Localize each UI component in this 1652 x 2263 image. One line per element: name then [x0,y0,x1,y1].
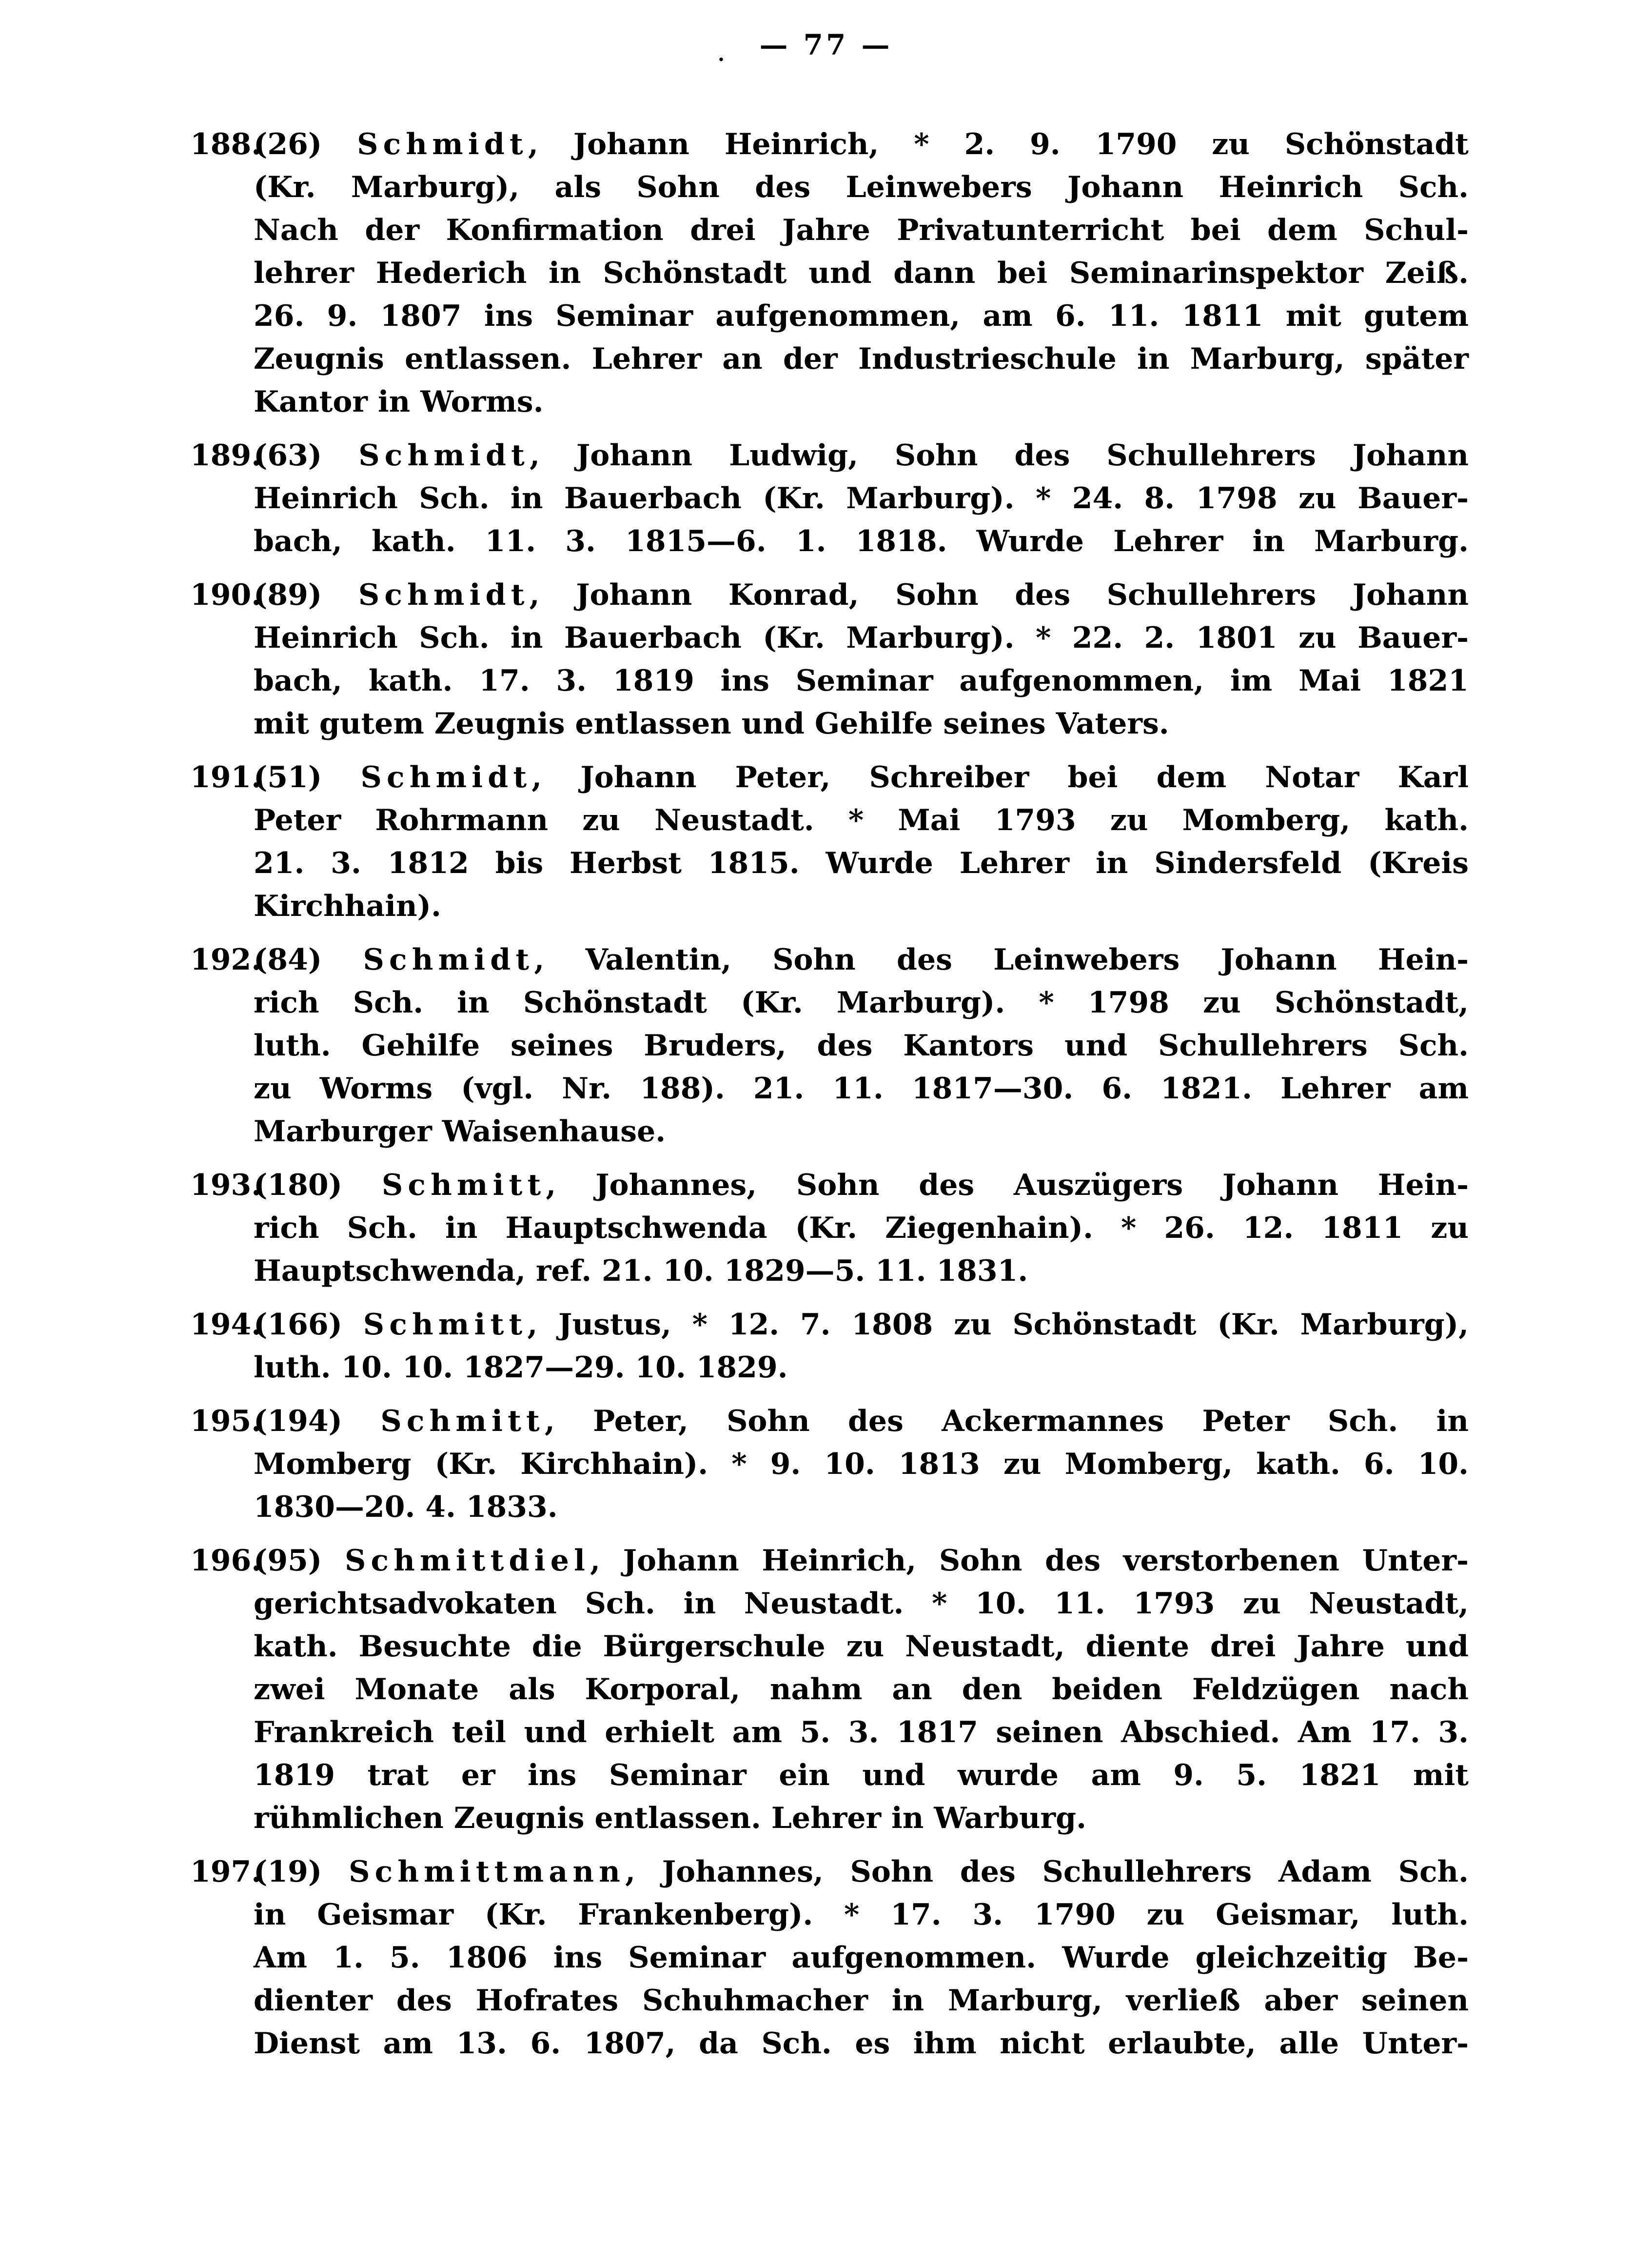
entry-surname: Schmittdiel [344,1544,590,1578]
entry-surname: Schmitt [380,1404,545,1438]
entry-ref-number: (166) [254,1308,343,1342]
register-entry [190,1164,1469,1292]
entry-line: Frankreich teil und erhielt am 5. 3. 1817 seinen Abschied. Am 17. 3. [254,1715,1469,1749]
entry-line: zwei Monate als Korporal, nahm an den beiden Feldzügen nach [254,1672,1469,1707]
entry-first-line [254,123,1469,166]
entry-first-line-rest: , Johann Heinrich, * 2. 9. 1790 zu Schönstadt [528,127,1469,161]
entry-line: luth. 10. 10. 1827—29. 10. 1829. [254,1350,788,1385]
entry-first-line-rest: , Johann Konrad, Sohn des Schullehrers Johann [529,578,1469,612]
entry-surname: Schmidt [358,438,530,473]
entry-ref-number: (19) [254,1855,322,1889]
entry-number: 192. [190,943,262,977]
entry-first-line [254,1850,1469,1893]
entry-number: 197. [190,1855,262,1889]
entry-number: 188. [190,127,262,161]
entry-number: 191. [190,760,262,794]
entry-line: Kantor in Worms. [254,385,544,419]
entry-line: rich Sch. in Schönstadt (Kr. Marburg). * 1798 zu Schönstadt, [254,986,1469,1020]
entry-first-line-rest: , Peter, Sohn des Ackermannes Peter Sch. in [544,1404,1469,1438]
entry-surname: Schmidt [363,943,534,977]
entry-line: Peter Rohrmann zu Neustadt. * Mai 1793 zu Momberg, kath. [254,803,1469,837]
entry-first-line [254,756,1469,799]
entry-ref-number: (89) [254,578,322,612]
entry-number: 189. [190,438,262,473]
entry-ref-number: (194) [254,1404,343,1438]
entry-first-line-rest: , Justus, * 12. 7. 1808 zu Schönstadt (Kr. Marburg), [527,1308,1469,1342]
entry-line: luth. Gehilfe seines Bruders, des Kantors und Schullehrers Sch. [254,1029,1469,1063]
entry-first-line-rest: , Johann Ludwig, Sohn des Schullehrers Johann [530,438,1469,473]
page-number: — 77 — [759,28,893,61]
entry-surname: Schmidt [357,127,528,161]
register-entry [190,1303,1469,1389]
entry-ref-number: (51) [254,760,322,794]
entry-number: 190. [190,578,262,612]
entry-first-line [254,1400,1469,1443]
entry-first-line [254,434,1469,477]
entry-line: mit gutem Zeugnis entlassen und Gehilfe seines Vaters. [254,707,1169,741]
entry-line: rich Sch. in Hauptschwenda (Kr. Ziegenhain). * 26. 12. 1811 zu [254,1211,1469,1245]
entry-line: lehrer Hederich in Schönstadt und dann bei Seminarinspektor Zeiß. [254,256,1469,290]
entry-surname: Schmittmann [349,1855,626,1889]
entry-line: Heinrich Sch. in Bauerbach (Kr. Marburg). * 22. 2. 1801 zu Bauer- [254,621,1469,655]
entry-first-line-rest: , Johannes, Sohn des Auszügers Johann Hein- [546,1168,1469,1202]
entry-list [190,123,1469,2076]
entry-first-line-rest: , Johannes, Sohn des Schullehrers Adam Sch. [625,1855,1469,1889]
entry-line: Zeugnis entlassen. Lehrer an der Industrieschule in Marburg, später [254,342,1469,376]
entry-number: 194. [190,1308,262,1342]
entry-line: dienter des Hofrates Schuhmacher in Marburg, verließ aber seinen [254,1984,1469,2018]
entry-line: Am 1. 5. 1806 ins Seminar aufgenommen. Wurde gleichzeitig Be- [254,1941,1469,1975]
register-entry [190,1400,1469,1529]
stray-ink-dot: . [718,43,725,66]
entry-line: 21. 3. 1812 bis Herbst 1815. Wurde Lehrer in Sindersfeld (Kreis [254,846,1469,880]
entry-line: kath. Besuchte die Bürgerschule zu Neustadt, diente drei Jahre und [254,1629,1469,1664]
entry-line: 26. 9. 1807 ins Seminar aufgenommen, am 6. 11. 1811 mit gutem [254,299,1469,333]
entry-first-line [254,1303,1469,1346]
entry-line: zu Worms (vgl. Nr. 188). 21. 11. 1817—30. 6. 1821. Lehrer am [254,1072,1469,1106]
entry-ref-number: (95) [254,1544,322,1578]
register-entry [190,1539,1469,1840]
entry-line: Marburger Waisenhause. [254,1114,666,1149]
entry-number: 196. [190,1544,262,1578]
entry-first-line-rest: , Valentin, Sohn des Leinwebers Johann Hein- [534,943,1469,977]
register-entry [190,1850,1469,2065]
entry-line: Momberg (Kr. Kirchhain). * 9. 10. 1813 zu Momberg, kath. 6. 10. [254,1447,1469,1481]
entry-line: bach, kath. 11. 3. 1815—6. 1. 1818. Wurde Lehrer in Marburg. [254,524,1469,558]
register-entry [190,756,1469,928]
register-entry [190,123,1469,423]
entry-line: Nach der Konfirmation drei Jahre Privatunterricht bei dem Schul- [254,213,1469,247]
entry-first-line [254,1539,1469,1582]
entry-line: (Kr. Marburg), als Sohn des Leinwebers Johann Heinrich Sch. [254,170,1469,204]
entry-ref-number: (84) [254,943,322,977]
entry-first-line [254,574,1469,616]
register-entry [190,434,1469,563]
entry-surname: Schmitt [363,1308,528,1342]
entry-first-line-rest: , Johann Peter, Schreiber bei dem Notar Karl [531,760,1469,794]
entry-line: Hauptschwenda, ref. 21. 10. 1829—5. 11. 1831. [254,1254,1028,1288]
entry-line: in Geismar (Kr. Frankenberg). * 17. 3. 1790 zu Geismar, luth. [254,1898,1469,1932]
entry-line: Dienst am 13. 6. 1807, da Sch. es ihm nicht erlaubte, alle Unter- [254,2026,1469,2061]
entry-line: bach, kath. 17. 3. 1819 ins Seminar aufgenommen, im Mai 1821 [254,664,1469,698]
entry-surname: Schmidt [358,578,530,612]
entry-line: 1819 trat er ins Seminar ein und wurde am 9. 5. 1821 mit [254,1758,1469,1792]
entry-number: 193. [190,1168,262,1202]
entry-first-line [254,938,1469,981]
entry-surname: Schmitt [381,1168,546,1202]
entry-line: gerichtsadvokaten Sch. in Neustadt. * 10. 11. 1793 zu Neustadt, [254,1587,1469,1621]
entry-number: 195. [190,1404,262,1438]
entry-ref-number: (180) [254,1168,343,1202]
entry-first-line [254,1164,1469,1207]
register-entry [190,938,1469,1153]
entry-surname: Schmidt [360,760,532,794]
register-entry [190,574,1469,745]
entry-ref-number: (63) [254,438,322,473]
entry-line: Heinrich Sch. in Bauerbach (Kr. Marburg). * 24. 8. 1798 zu Bauer- [254,481,1469,516]
entry-line: Kirchhain). [254,889,441,923]
entry-ref-number: (26) [254,127,322,161]
entry-line: rühmlichen Zeugnis entlassen. Lehrer in Warburg. [254,1801,1086,1835]
entry-line: 1830—20. 4. 1833. [254,1490,558,1524]
entry-first-line-rest: , Johann Heinrich, Sohn des verstorbenen Unter- [590,1544,1469,1578]
